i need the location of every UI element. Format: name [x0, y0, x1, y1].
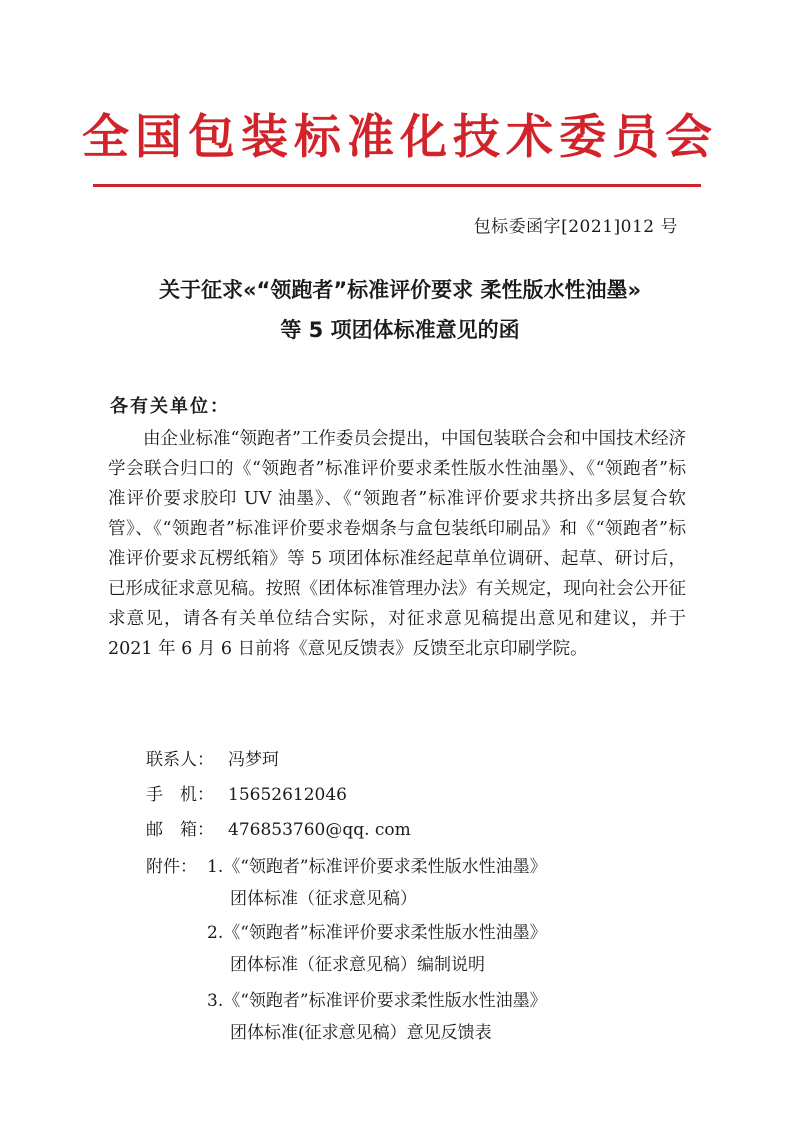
attachment-2-subtitle: 团体标准（征求意见稿）编制说明 — [230, 955, 485, 975]
body-paragraph: 由企业标准“领跑者”工作委员会提出，中国包装联合会和中国技术经济学会联合归口的《“领跑者”标准评价要求柔性版水性油墨》、《“领跑者”标准评价要求胶印 UV 油墨》、《“领跑者”标准评价要求共挤出多层复合软管》、《“领跑者”标准评价要求卷烟条与盒包装纸印刷品》和《“领跑者”标准评价要求瓦楞纸箱》等 5 项团体标准经起草单位调研、起草、研讨后，已形成征求意见稿。按照《团体标准管理办法》有关规定，现向社会公开征求意见，请各有关单位结合实际，对征求意见稿提出意见和建议，并于 2021 年 6 月 6 日前将《意见反馈表》反馈至北京印刷学院。 — [108, 429, 686, 659]
letter-title-line-2: 等 5 项团体标准意见的函 — [280, 318, 520, 342]
contact-phone-value: 15652612046 — [228, 785, 347, 805]
attachment-3-title: 3.《“领跑者”标准评价要求柔性版水性油墨》 — [207, 991, 547, 1011]
attachment-3-subtitle: 团体标准(征求意见稿）意见反馈表 — [230, 1023, 492, 1043]
salutation: 各有关单位： — [110, 396, 230, 417]
attachment-1-title: 1.《“领跑者”标准评价要求柔性版水性油墨》 — [207, 857, 547, 877]
red-divider — [93, 184, 701, 187]
letter-title-line-1: 关于征求«“领跑者”标准评价要求 柔性版水性油墨» — [158, 278, 642, 302]
contact-person-value: 冯梦珂 — [228, 750, 279, 770]
attachments-label: 附件： — [146, 857, 197, 877]
contact-phone-label: 手 机： — [146, 785, 214, 805]
contact-email — [146, 815, 411, 840]
contact-phone — [146, 780, 347, 805]
organization-title: 全国包装标准化技术委员会 — [82, 110, 718, 165]
contact-person-label: 联系人： — [146, 750, 214, 770]
contact-email-value: 476853760@qq. com — [228, 820, 411, 840]
contact-email-label: 邮 箱： — [146, 820, 214, 840]
contact-person — [146, 745, 279, 770]
document-number: 包标委函字[2021]012 号 — [473, 217, 678, 237]
attachment-2-title: 2.《“领跑者”标准评价要求柔性版水性油墨》 — [207, 923, 547, 943]
attachment-1-subtitle: 团体标准（征求意见稿） — [230, 889, 417, 909]
